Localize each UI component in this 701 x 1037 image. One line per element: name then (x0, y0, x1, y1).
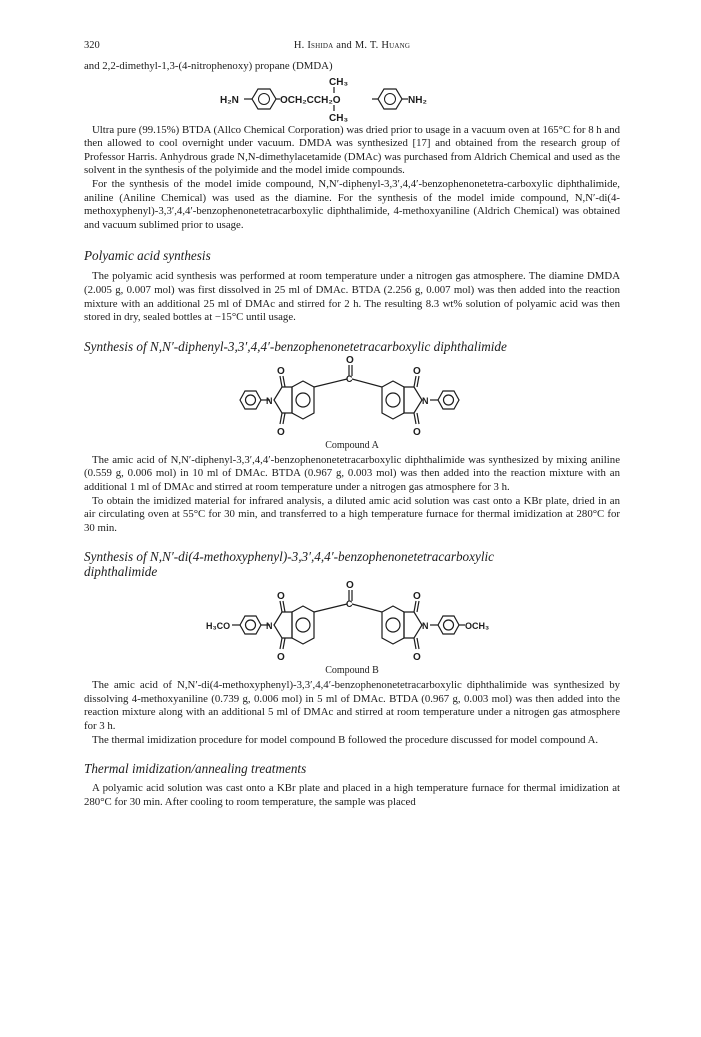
paragraph-compound-a-synthesis: The amic acid of N,N′-diphenyl-3,3′,4,4′-benzophenonetetracarboxylic diphthalimide was synthesized by mixing aniline (0.559 g, 0.006 mol) in 10 ml of DMAc. BTDA (0.967 g, 0.003 mol) was then added into the reaction mixture with an additional 1 ml of DMAc and stirred at room temperature under a nitrogen gas atmosphere for 3 h. (84, 453, 620, 493)
paragraph-compound-a-imidization: To obtain the imidized material for infrared analysis, a diluted amic acid solution was cast onto a KBr plate, dried in an air circulating oven at 55°C for 30 min, and transferred to a high temperature furnace for thermal imidization at 280°C for 30 min. (84, 494, 620, 534)
paragraph-polyamic-acid: The polyamic acid synthesis was performed at room temperature under a nitrogen gas atmosphere. The diamine DMDA (2.005 g, 0.007 mol) was first dissolved in 25 ml of DMAc. BTDA (2.256 g, 0.007 mol) was then added into the reaction mixture with an additional 25 ml of DMAc and stirred for 2 h. The resulting 8.3 wt% solution of polyamic acid was then stored in dry, sealed bottles at −15°C until usage. (84, 270, 620, 324)
dmda-methyl-bottom: CH₃ (329, 112, 349, 124)
compound-a-c-bridge: C (346, 373, 353, 384)
heading-compound-b-line1: Synthesis of N,N′-di(4-methoxyphenyl)-3,3′,4,4′-benzophenonetetracarboxylic (84, 549, 495, 565)
dmda-amine-right: NH₂ (408, 94, 427, 106)
caption-compound-b: Compound B (325, 665, 379, 677)
paragraph-compound-b-synthesis: The amic acid of N,N′-di(4-methoxyphenyl)-3,3′,4,4′-benzophenonetetracarboxylic diphthalimide was synthesized by dissolving 4-methoxyaniline (0.739 g, 0.006 mol) in 5 ml of DMAc. BTDA (0.967 g, 0.003 mol) was then added into the reaction mixture along with an additional 5 ml of DMAc and stirred at room temperature under a nitrogen gas atmosphere for 3 h. (84, 679, 620, 733)
compound-b-c-bridge: C (346, 599, 353, 610)
compound-a-structure (232, 354, 472, 438)
heading-polyamic-acid: Polyamic acid synthesis (84, 248, 211, 264)
running-head (84, 40, 620, 51)
compound-b-o-top: O (346, 580, 354, 592)
paper-page (84, 40, 620, 809)
heading-compound-a: Synthesis of N,N′-diphenyl-3,3′,4,4′-benzophenonetetracarboxylic diphthalimide (84, 338, 507, 354)
compound-a-o-lower-right: O (413, 426, 421, 438)
running-head-initial-1: H. (293, 40, 308, 51)
compound-a-o-upper-left: O (277, 365, 285, 377)
compound-a-n-left: N (266, 395, 273, 406)
compound-a-n-right: N (422, 395, 429, 406)
compound-b-o-lower-left: O (277, 652, 285, 664)
dmda-amine-left: H₂N (220, 94, 239, 106)
heading-compound-b-line2: diphthalimide (84, 564, 158, 580)
compound-a-o-upper-right: O (413, 365, 421, 377)
compound-b-methoxy-left: H₃CO (206, 621, 231, 632)
paragraph-model-compounds: For the synthesis of the model imide compound, N,N′-diphenyl-3,3′,4,4′-benzophenonetetra-carboxylic diphthalimide, aniline (Aniline Chemical) was used as the diamine. For the synthesis of the model imide compound, N,N′-di(4-methoxyphenyl)-3,3′,4,4′-benzophenonetetracarboxylic diphthalimide, 4-methoxyaniline (Aldrich Chemical) was obtained and vacuum sublimed prior to usage. (84, 177, 620, 231)
page-header (84, 40, 620, 58)
compound-b-o-upper-left: O (277, 591, 285, 603)
compound-b-methoxy-right: OCH₃ (465, 621, 490, 632)
compound-a-o-lower-left: O (277, 426, 285, 438)
compound-a-o-top: O (346, 354, 354, 366)
running-head-mid: and M. T. (333, 40, 382, 51)
intro-line: and 2,2-dimethyl-1,3-(4-nitrophenoxy) propane (DMDA) (84, 60, 333, 72)
compound-b-n-left: N (266, 621, 273, 632)
paragraph-thermal-imidization: A polyamic acid solution was cast onto a KBr plate and placed in a high temperature furnace for thermal imidization at 280°C for 30 min. After cooling to room temperature, the sample was placed (84, 782, 620, 808)
compound-b-o-upper-right: O (413, 591, 421, 603)
paragraph-materials: Ultra pure (99.15%) BTDA (Allco Chemical Corporation) was dried prior to usage in a vacuum oven at 165°C for 8 h and then allowed to cool overnight under vacuum. DMDA was synthesized [17] and obtained from the research group of Professor Harris. Anhydrous grade N,N-dimethylacetamide (DMAc) was purchased from Aldrich Chemical and used as the solvent in the synthesis of the polyimide and the model imide compounds. (84, 123, 620, 177)
dmda-chain: OCH₂CCH₂O (280, 94, 341, 106)
paragraph-compound-b-imidization: The thermal imidization procedure for model compound B followed the procedure discussed for model compound A. (92, 733, 599, 746)
running-head-author-2: Huang (381, 40, 411, 51)
dmda-methyl-top: CH₃ (329, 76, 349, 88)
heading-thermal-imidization: Thermal imidization/annealing treatments (84, 761, 307, 777)
running-head-author-1: Ishida (307, 40, 334, 51)
compound-b-structure (202, 579, 502, 663)
compound-b-n-right: N (422, 621, 429, 632)
caption-compound-a: Compound A (325, 439, 379, 451)
dmda-structure (212, 74, 492, 124)
page-number: 320 (84, 40, 100, 51)
compound-b-o-lower-right: O (413, 652, 421, 664)
